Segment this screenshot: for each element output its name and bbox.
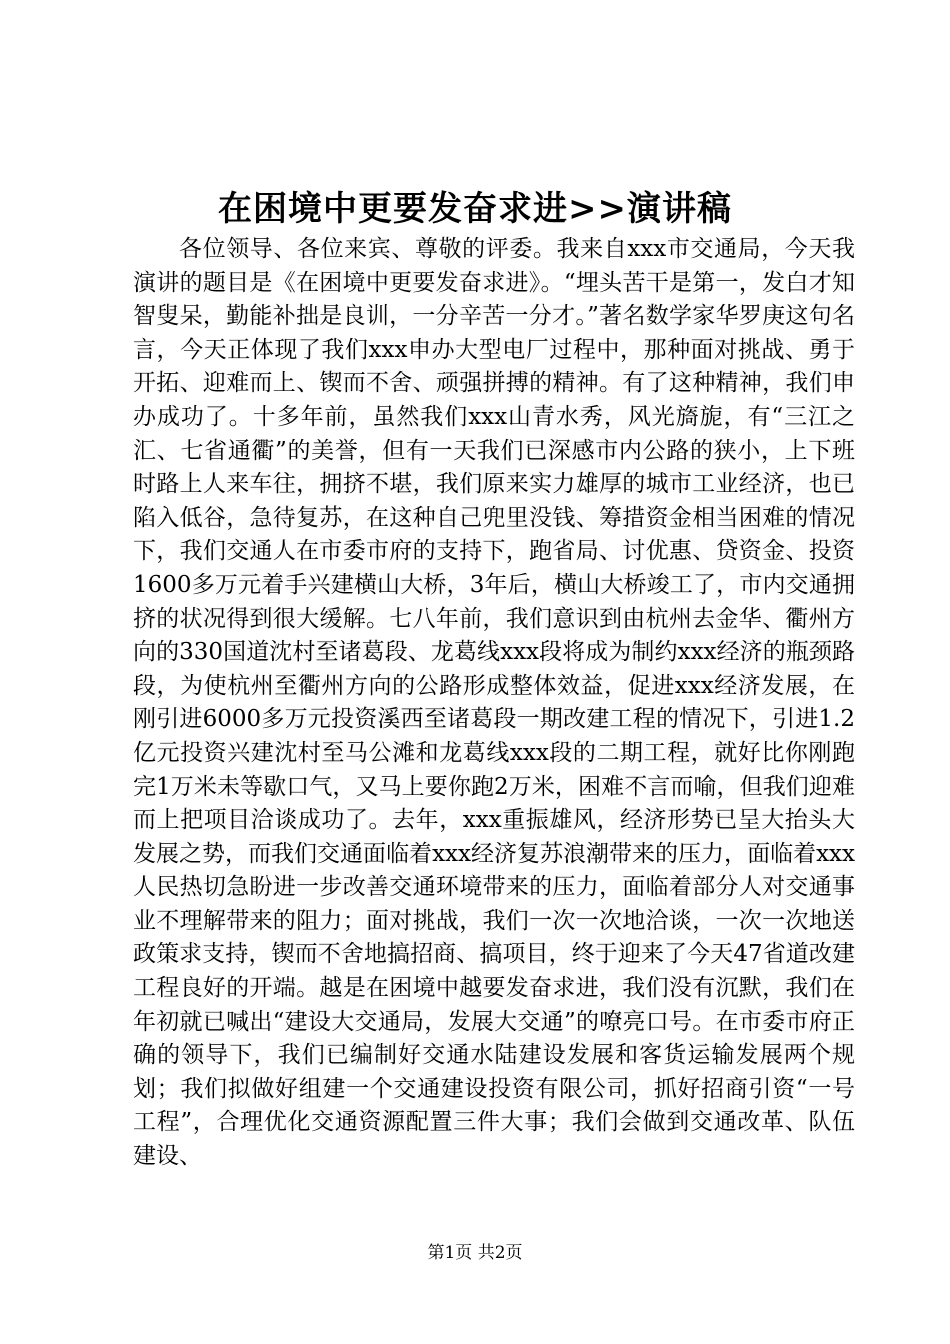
speech-body-paragraph: 各位领导、各位来宾、尊敬的评委。我来自xxx市交通局，今天我演讲的题目是《在困境中更要发奋求进》。“埋头苦干是第一，发白才知智叟呆，勤能补拙是良训，一分辛苦一分才。”著名数学家华罗庚这句名言，今天正体现了我们xxx申办大型电厂过程中，那种面对挑战、勇于开拓、迎难而上、锲而不舍、顽强拼搏的精神。有了这种精神，我们申办成功了。十多年前，虽然我们xxx山青水秀，风光旖旎，有“三江之汇、七省通衢”的美誉，但有一天我们已深感市内公路的狭小，上下班时路上人来车往，拥挤不堪，我们原来实力雄厚的城市工业经济，也已陷入低谷，急待复苏，在这种自己兜里没钱、筹措资金相当困难的情况下，我们交通人在市委市府的支持下，跑省局、讨优惠、贷资金、投资1600多万元着手兴建横山大桥，3年后，横山大桥竣工了，市内交通拥挤的状况得到很大缓解。七八年前，我们意识到由杭州去金华、衢州方向的330国道沈村至诸葛段、龙葛线xxx段将成为制约xxx经济的瓶颈路段，为使杭州至衢州方向的公路形成整体效益，促进xxx经济发展，在刚引进6000多万元投资溪西至诸葛段一期改建工程的情况下，引进1.2亿元投资兴建沈村至马公滩和龙葛线xxx段的二期工程，就好比你刚跑完1万米未等歇口气，又马上要你跑2万米，困难不言而喻，但我们迎难而上把项目洽谈成功了。去年，xxx重振雄风，经济形势已呈大抬头大发展之势，而我们交通面临着xxx经济复苏浪潮带来的压力，面临着xxx人民热切急盼进一步改善交通环境带来的压力，面临着部分人对交通事业不理解带来的阻力；面对挑战，我们一次一次地洽谈，一次一次地送政策求支持，锲而不舍地搞招商、搞项目，终于迎来了今天47省道改建工程良好的开端。越是在困境中越要发奋求进，我们没有沉默，我们在年初就已喊出“建设大交通局，发展大交通”的嘹亮口号。在市委市府正确的领导下，我们已编制好交通水陆建设发展和客货运输发展两个规划；我们拟做好组建一个交通建设投资有限公司，抓好招商引资“一号工程”，合理优化交通资源配置三件大事；我们会做到交通改革、队伍建设、 — [133, 236, 855, 1170]
document-title: 在困境中更要发奋求进>>演讲稿 — [218, 189, 732, 229]
page-number-footer: 第1页 共2页 — [427, 1243, 523, 1263]
